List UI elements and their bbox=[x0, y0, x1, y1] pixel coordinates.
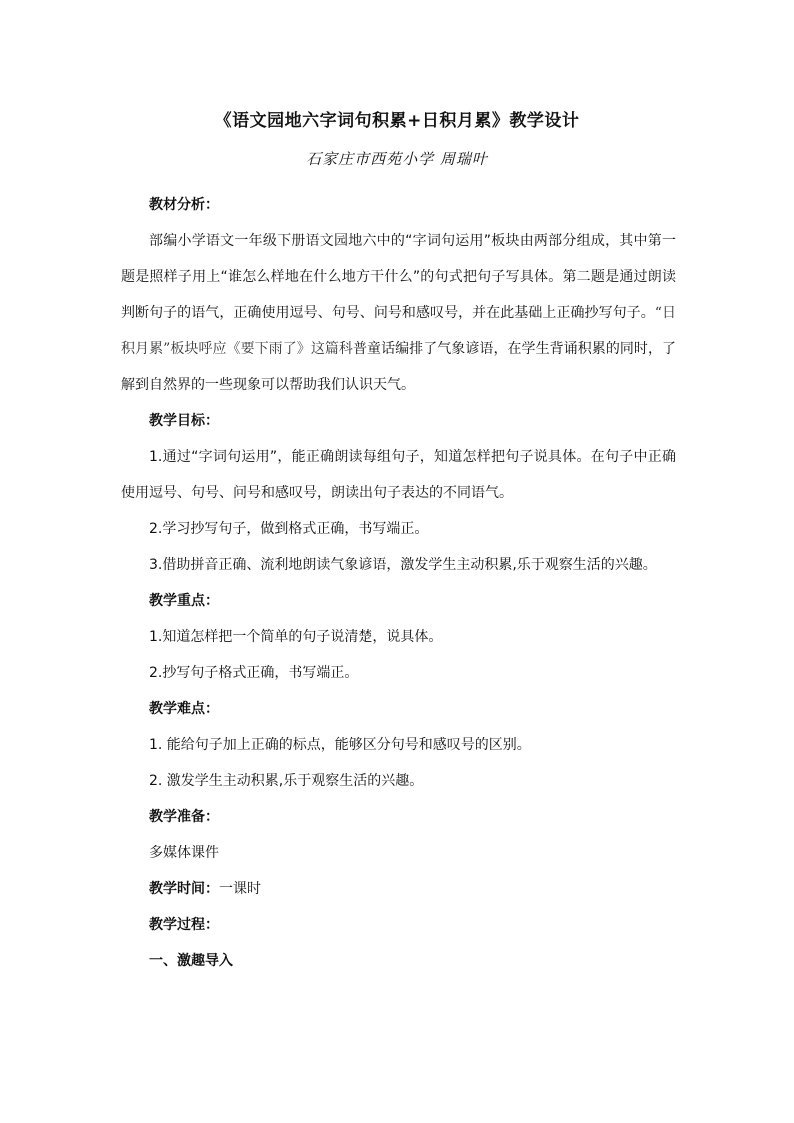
difficulty-item-2: 2. 激发学生主动积累,乐于观察生活的兴趣。 bbox=[149, 773, 424, 789]
time-line bbox=[121, 871, 676, 907]
time-content: 一课时 bbox=[219, 881, 261, 897]
document-title: 《语文园地六字词句积累+日积月累》教学设计 bbox=[214, 111, 580, 131]
goal-item-2: 2.学习抄写句子，做到格式正确，书写端正。 bbox=[149, 521, 429, 537]
document-author: 石家庄市西苑小学 周瑞叶 bbox=[306, 150, 488, 168]
goal-item-3: 3.借助拼音正确、流利地朗读气象谚语，激发学生主动积累,乐于观察生活的兴趣。 bbox=[149, 557, 657, 573]
goals-heading: 教学目标： bbox=[149, 413, 219, 429]
document-body bbox=[121, 187, 676, 979]
difficulties-heading: 教学难点： bbox=[149, 701, 219, 717]
time-heading: 教学时间： bbox=[149, 881, 219, 897]
analysis-text-2: “日积月累”板块呼应《要下雨了》这篇科 bbox=[121, 305, 676, 357]
key-point-item-1: 1.知道怎样把一个简单的句子说清楚，说具体。 bbox=[149, 629, 443, 645]
analysis-text-3: 普童话编排了气象谚语，在学生背诵积累的同时，了解到自然界的一些现象可以帮助我们认识天气。 bbox=[121, 341, 677, 393]
preparation-heading: 教学准备： bbox=[149, 809, 219, 825]
difficulty-item-1: 1. 能给句子加上正确的标点，能够区分句号和感叹号的区别。 bbox=[149, 737, 531, 753]
process-heading: 教学过程： bbox=[149, 917, 219, 933]
analysis-paragraph bbox=[121, 223, 676, 403]
key-points-heading: 教学重点： bbox=[149, 593, 219, 609]
analysis-heading: 教材分析： bbox=[149, 197, 219, 213]
preparation-content: 多媒体课件 bbox=[149, 845, 219, 861]
goal-item-1: 1.通过“字词句运用”，能正确朗读每组句子，知道怎样把句子说具体。在句子中正确使用逗号、句号、问号和感叹号，朗读出句子表达的不同语气。 bbox=[121, 449, 676, 501]
key-point-item-2: 2.抄写句子格式正确，书写端正。 bbox=[149, 665, 359, 681]
analysis-text-1: 部编小学语文一年级下册语文园地六中的“字词句运用”板块由两部分组成，其中第一题是照样子用上“谁怎么样地在什么地方干什么”的句式把句子写具体。第二题是通过朗读判断句子的语气，正确使用逗号、句号、问号和感叹号，并在此基础上正确抄写句子。 bbox=[121, 233, 676, 321]
process-step-1: 一、激趣导入 bbox=[149, 953, 233, 969]
